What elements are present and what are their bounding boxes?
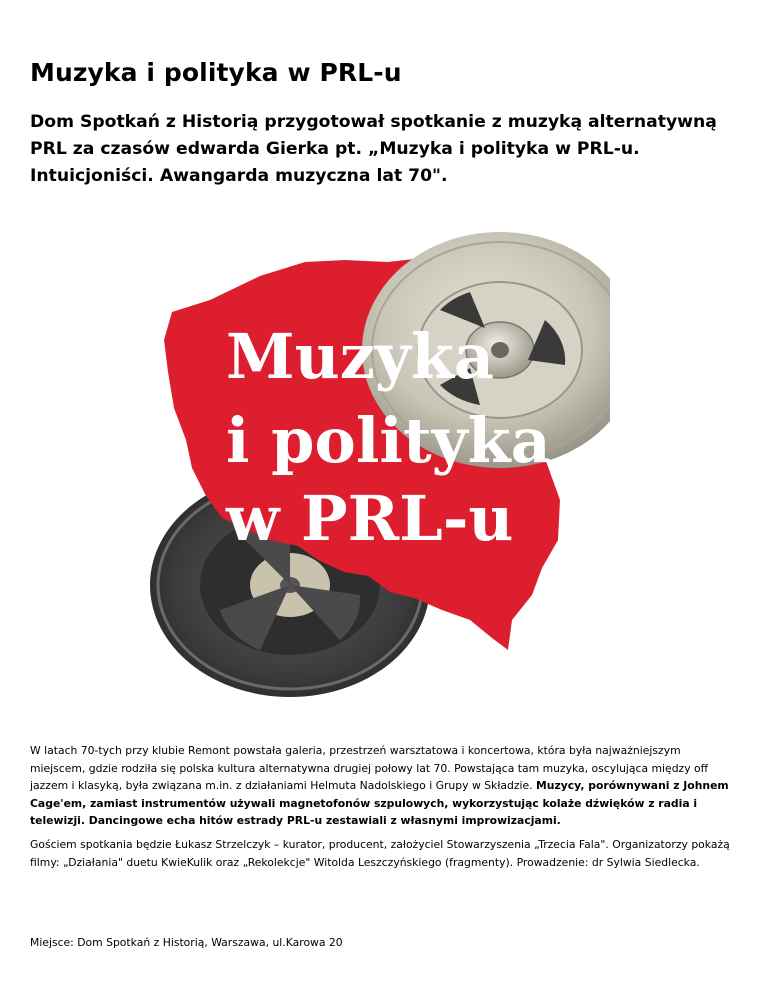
poster-line-2: i polityka bbox=[226, 404, 551, 477]
description-paragraph-2: Gościem spotkania będzie Łukasz Strzelczyk – kurator, producent, założyciel Stowarzyszenia „Trzecia Fala". Organizatorzy pokażą filmy: „Działania" duetu KwieKulik oraz „Rekolekcje" Witolda Leszczyńskiego (fragmenty). Prowadzenie: dr Sylwia Siedlecka. bbox=[30, 838, 730, 869]
lead-paragraph: Dom Spotkań z Historią przygotował spotkanie z muzyką alternatywną PRL za czasów edwarda Gierka pt. „Muzyka i polityka w PRL-u. Intuicjoniści. Awangarda muzyczna lat 70". bbox=[30, 112, 717, 186]
event-location: Miejsce: Dom Spotkań z Historią, Warszawa, ul.Karowa 20 bbox=[30, 936, 343, 949]
page-title: Muzyka i polityka w PRL-u bbox=[30, 58, 402, 87]
paragraph-1-text: W latach 70-tych przy klubie Remont powstała galeria, przestrzeń warsztatowa i koncertowa, która była najważniejszym miejscem, gdzie rodziła się polska kultura alternatywna drugiej połowy lat 70. Powstająca tam muzyka, oscylująca między off jazzem i klasyką, była związana m.in. z działaniami Helmuta Nadolskiego i Grupy w Składzie. bbox=[30, 744, 709, 793]
poster-line-1: Muzyka bbox=[226, 320, 495, 393]
description-paragraph-1 bbox=[30, 742, 738, 830]
paragraph-1-bold: Muzycy, porównywani z Johnem Cage'em, zamiast instrumentów używali magnetofonów szpulowych, wykorzystując kolaże dźwięków z radia i telewizji. Dancingowe echa hitów estrady PRL-u zestawiali z własnymi improwizacjami. bbox=[30, 779, 729, 828]
poster-image bbox=[140, 200, 610, 710]
poster-line-3: w PRL-u bbox=[226, 482, 514, 555]
